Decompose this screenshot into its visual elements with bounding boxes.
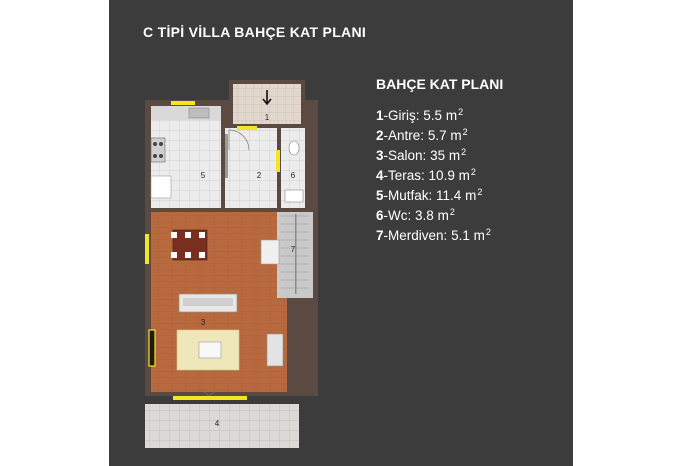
legend-item-area: 5.5 [423, 108, 443, 123]
room-antre [225, 128, 277, 208]
legend-item-dash: - [383, 148, 389, 163]
legend-item-colon: : [421, 168, 429, 183]
legend-item-unit: m [450, 128, 462, 143]
legend-item-number: 2 [376, 128, 384, 143]
room-number-5: 5 [200, 171, 206, 180]
room-number-6: 6 [290, 171, 296, 180]
legend-item-area: 5.7 [427, 128, 447, 143]
legend-item-colon: : [420, 128, 428, 143]
legend-item-dash: - [383, 108, 389, 123]
burner-icon [153, 154, 157, 158]
legend-item-colon: : [428, 188, 437, 203]
page-title: C TİPİ VİLLA BAHÇE KAT PLANI [143, 24, 367, 40]
legend-item-number: 1 [376, 108, 384, 123]
legend-item-unit-exponent: 2 [470, 167, 476, 177]
room-number-3: 3 [200, 318, 206, 327]
legend-item-unit: m [445, 108, 458, 123]
legend-item-name: Giriş [388, 108, 416, 123]
room-number-2: 2 [256, 171, 262, 180]
legend-item-name: Mutfak [388, 188, 429, 203]
legend-item-name: Teras [388, 168, 422, 183]
legend-item-dash: - [383, 128, 389, 143]
legend-item-dash: - [383, 228, 389, 243]
legend-item-name: Antre [388, 128, 421, 143]
kitchen-counter [151, 106, 221, 120]
legend-item-dash: - [383, 168, 389, 183]
legend-item-number: 7 [376, 228, 384, 243]
chair-icon [199, 252, 205, 258]
room-number-4: 4 [214, 419, 220, 428]
legend-item-area: 3.8 [415, 208, 434, 223]
legend-item-area: 11.4 [436, 188, 462, 203]
legend-item-area: 5.1 [451, 228, 470, 243]
legend-item-name: Merdiven [388, 228, 444, 243]
legend-item-number: 4 [376, 168, 384, 183]
room-number-1: 1 [264, 113, 270, 122]
chair-icon [199, 232, 205, 238]
salon-window [145, 234, 149, 264]
sofa-cushions [183, 298, 233, 306]
chair-icon [185, 232, 191, 238]
salon-cabinet [261, 240, 279, 264]
legend-item-area: 35 [430, 148, 446, 163]
legend-item-colon: : [422, 148, 431, 163]
fridge-icon [151, 176, 171, 198]
armchair-icon [267, 334, 283, 366]
legend-item-name: Wc [388, 208, 408, 223]
legend-item-unit: m [437, 208, 449, 223]
closet [225, 134, 228, 178]
legend-item-number: 6 [376, 208, 384, 223]
room-salon [151, 212, 277, 298]
toilet-icon [289, 141, 299, 155]
entry-door [237, 126, 257, 130]
legend-title: BAHÇE KAT PLANI [376, 76, 504, 92]
legend-item-unit: m [458, 168, 470, 183]
legend-item-colon: : [415, 108, 424, 123]
burner-icon [159, 142, 163, 146]
burner-icon [153, 142, 157, 146]
wc-door [276, 150, 280, 172]
room-number-7: 7 [290, 245, 296, 254]
legend-item-unit-exponent: 2 [458, 107, 464, 117]
chair-icon [185, 252, 191, 258]
legend-item-area: 10.9 [428, 168, 455, 183]
floor-plan [109, 0, 573, 466]
chair-icon [171, 252, 177, 258]
legend-item-unit-exponent: 2 [462, 127, 468, 137]
legend-item-number: 5 [376, 188, 384, 203]
legend-item-unit-exponent: 2 [485, 227, 491, 237]
chair-icon [171, 232, 177, 238]
stair-rail [295, 214, 297, 294]
tv-unit-icon [149, 330, 155, 366]
legend-item-unit: m [448, 148, 461, 163]
legend-item-colon: : [443, 228, 452, 243]
legend-item-dash: - [383, 208, 389, 223]
legend-item-dash: - [383, 188, 389, 203]
stove-icon [151, 138, 165, 162]
legend-item-unit-exponent: 2 [477, 187, 483, 197]
wc-sink-icon [285, 190, 303, 202]
legend-item-unit-exponent: 2 [461, 147, 467, 157]
legend-item-unit: m [465, 188, 477, 203]
sink-icon [189, 108, 209, 118]
coffee-table-icon [199, 342, 221, 358]
burner-icon [159, 154, 163, 158]
legend-item-unit-exponent: 2 [449, 207, 455, 217]
legend-item-number: 3 [376, 148, 384, 163]
legend-item-colon: : [407, 208, 416, 223]
terrace-door [173, 396, 247, 400]
legend-item-name: Salon [388, 148, 423, 163]
legend-item-unit: m [473, 228, 485, 243]
kitchen-window [171, 101, 195, 105]
room-teras [145, 404, 299, 448]
